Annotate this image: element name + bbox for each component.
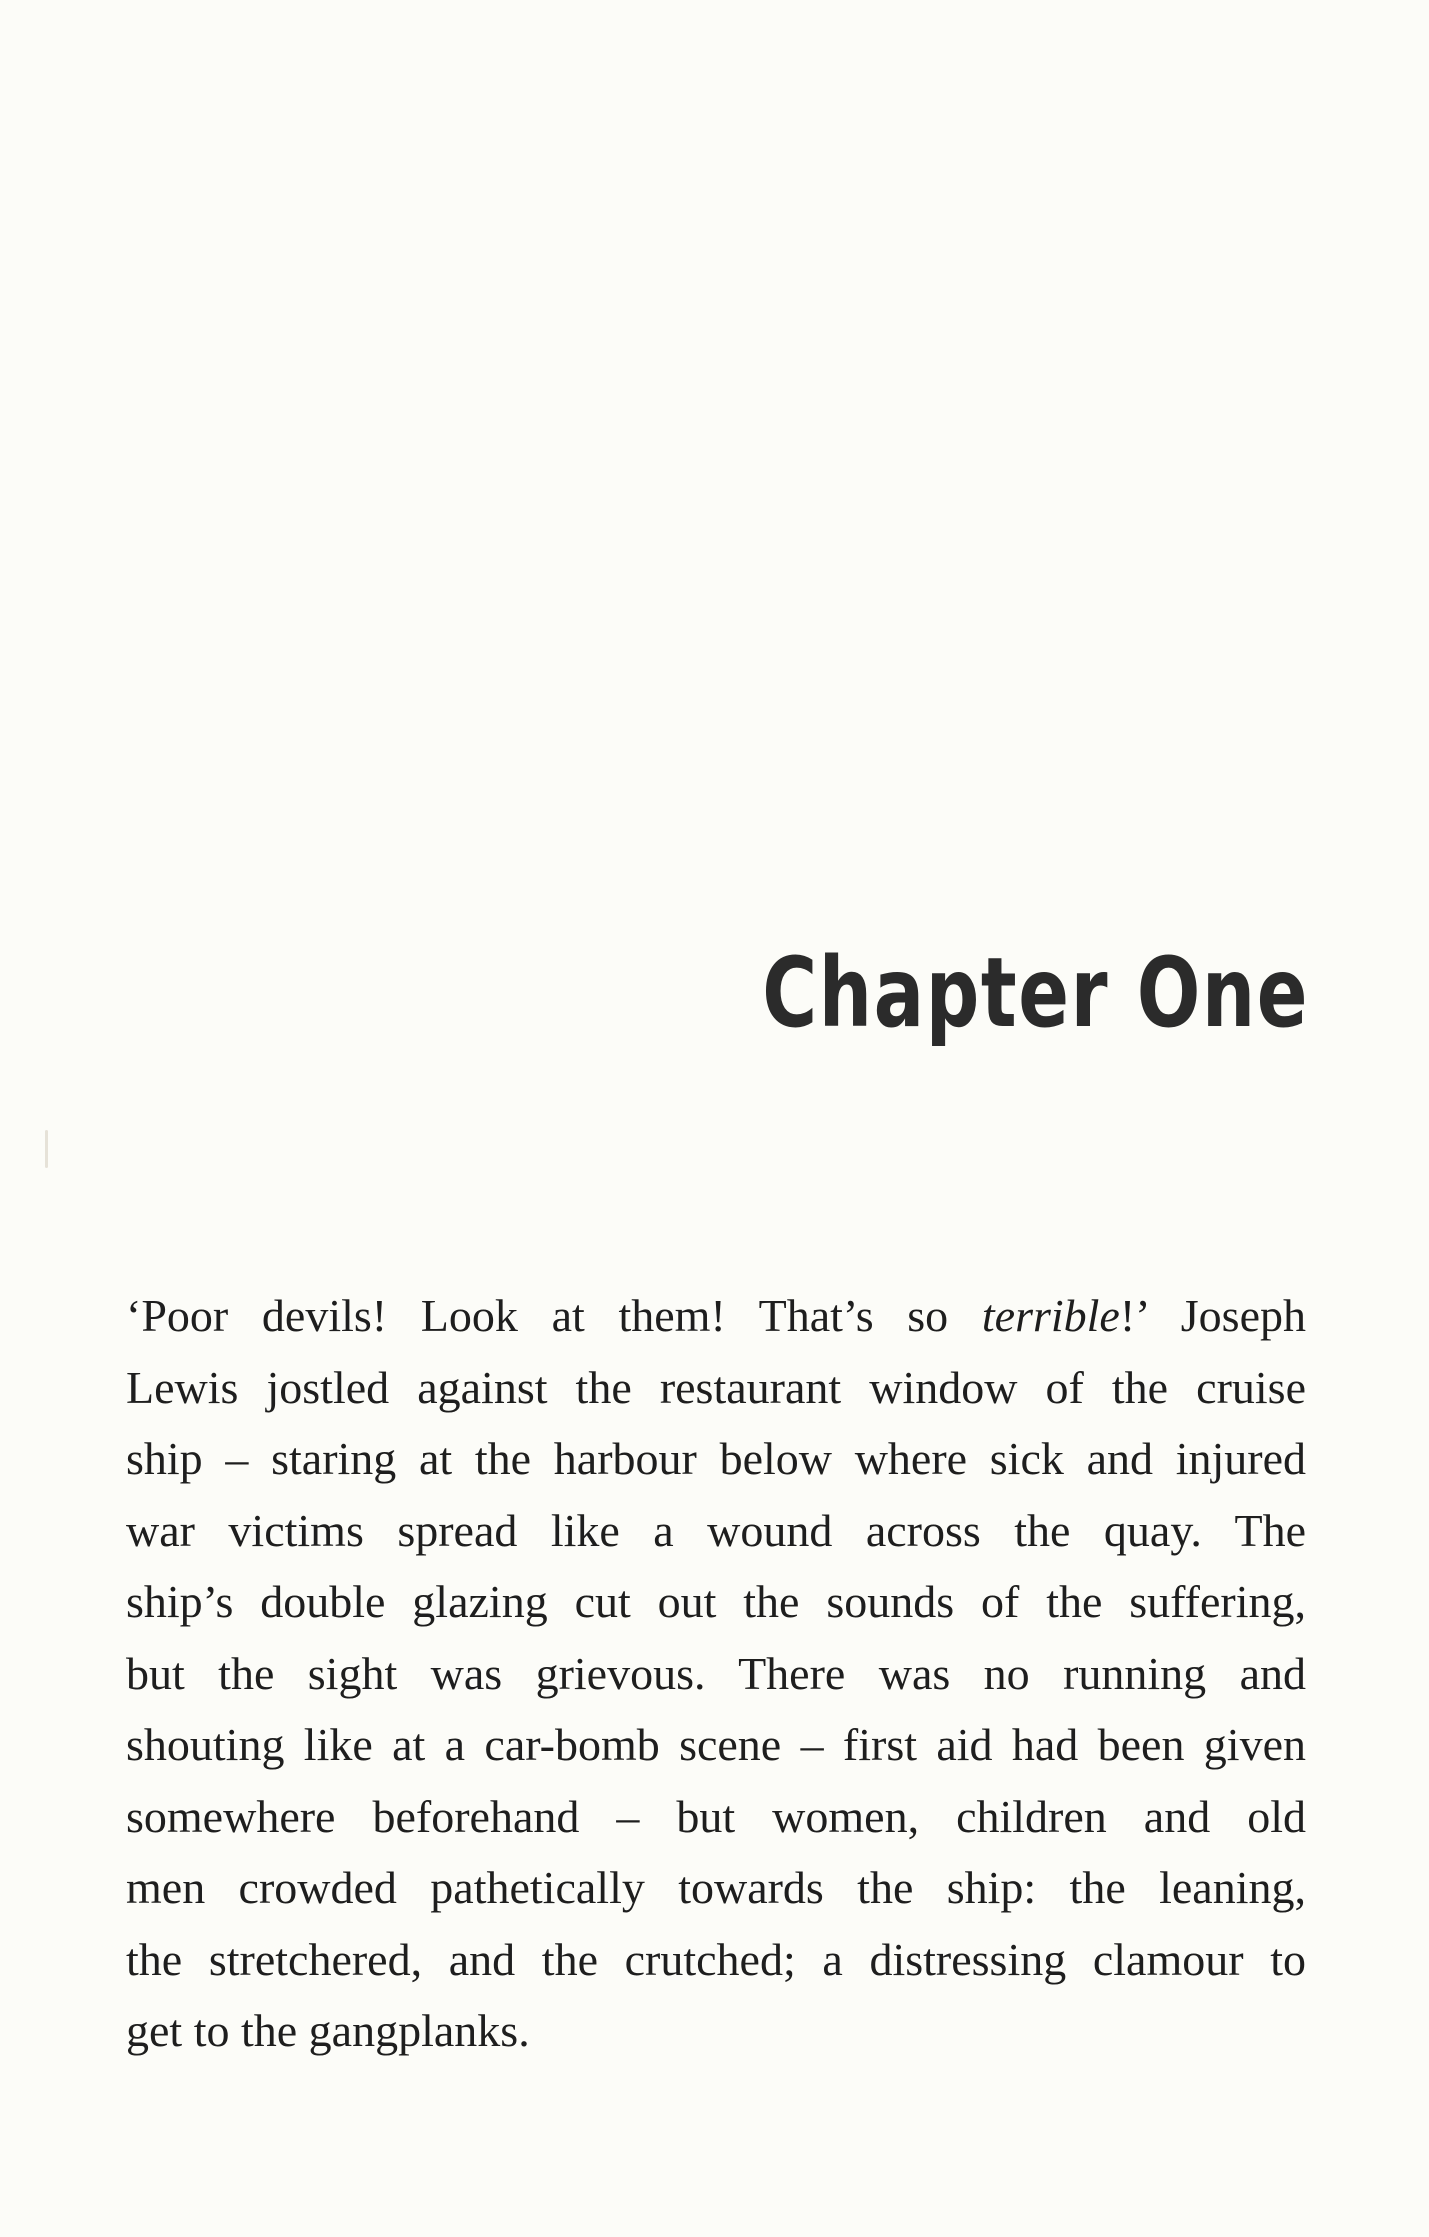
paragraph-line: but the sight was grievous. There was no running and: [126, 1647, 1306, 1699]
paragraph-line: shouting like at a car-bomb scene – first aid had been given: [126, 1719, 1306, 1770]
paper-speck: [45, 1130, 48, 1168]
paragraph-line: somewhere beforehand – but women, children and old: [126, 1790, 1306, 1842]
paragraph-line: [126, 1280, 1306, 1352]
paragraph-line: war victims spread like a wound across the quay. The: [126, 1504, 1306, 1556]
emphasized-word: terrible: [981, 1290, 1120, 1341]
paragraph-line: Lewis jostled against the restaurant window of the cruise: [126, 1361, 1306, 1413]
paragraph-line: ship – staring at the harbour below where sick and injured: [126, 1433, 1306, 1484]
paragraph-line: the stretchered, and the crutched; a distressing clamour to: [126, 1933, 1306, 1985]
line-text: ‘Poor devils! Look at them! That’s so: [126, 1290, 982, 1341]
paragraph-line: ship’s double glazing cut out the sounds of the suffering,: [126, 1576, 1306, 1627]
paragraph-line: men crowded pathetically towards the ship: the leaning,: [126, 1862, 1306, 1913]
line-text: !’ Joseph: [1119, 1290, 1306, 1341]
body-paragraph: [126, 1280, 1306, 2067]
paragraph-line: get to the gangplanks.: [126, 2005, 530, 2056]
chapter-title: Chapter One: [762, 937, 1309, 1049]
